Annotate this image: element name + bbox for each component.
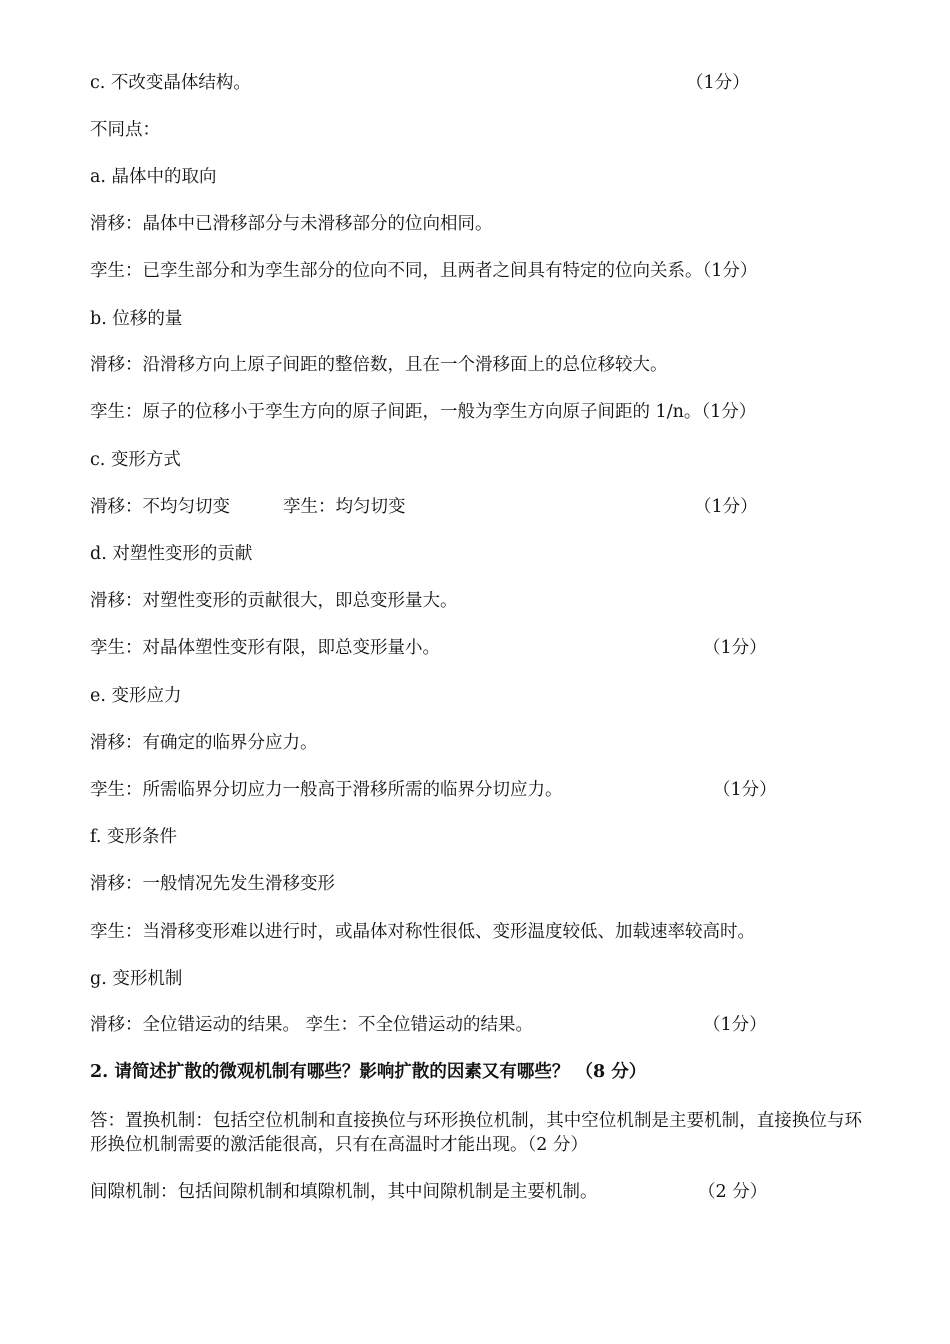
item-e-stress: e. 变形应力 (90, 686, 182, 706)
item-f-conditions: f. 变形条件 (90, 827, 177, 847)
item-a-orientation: a. 晶体中的取向 (90, 167, 217, 187)
line-mechanism: 滑移：全位错运动的结果。 孪生：不全位错运动的结果。 (90, 1015, 534, 1035)
score-mark: （1分） (686, 73, 750, 93)
line-slip-shear: 滑移：不均匀切变 (90, 497, 230, 517)
line-twin-contribution: 孪生：对晶体塑性变形有限，即总变形量小。 (90, 638, 440, 658)
score-mark: （1分） (703, 638, 767, 658)
answer-interstitial-mechanism: 间隙机制：包括间隙机制和填隙机制，其中间隙机制是主要机制。 (90, 1182, 598, 1202)
score-mark: （1分） (703, 1015, 767, 1035)
score-mark: （1分） (713, 780, 777, 800)
score-mark: （2 分） (698, 1182, 768, 1202)
line-slip-stress: 滑移：有确定的临界分应力。 (90, 733, 318, 753)
answer-substitution-mechanism: 答：置换机制：包括空位机制和直接换位与环形换位机制，其中空位机制是主要机制，直接换位与环形换位机制需要的激活能很高，只有在高温时才能出现。（2 分） (90, 1111, 862, 1155)
item-c-deformation-mode: c. 变形方式 (90, 450, 181, 470)
item-d-contribution: d. 对塑性变形的贡献 (90, 544, 253, 564)
item-b-displacement: b. 位移的量 (90, 309, 183, 329)
line-twin-shear: 孪生：均匀切变 (283, 497, 406, 517)
heading-differences: 不同点： (90, 120, 160, 140)
line-twin-displacement: 孪生：原子的位移小于孪生方向的原子间距，一般为孪生方向原子间距的 1/n。（1分） (90, 402, 757, 422)
line-slip-conditions: 滑移：一般情况先发生滑移变形 (90, 874, 335, 894)
question-2: 2. 请简述扩散的微观机制有哪些？影响扩散的因素又有哪些？ （8 分） (90, 1062, 647, 1082)
line-slip-orientation: 滑移：晶体中已滑移部分与未滑移部分的位向相同。 (90, 214, 493, 234)
line-slip-displacement: 滑移：沿滑移方向上原子间距的整倍数，且在一个滑移面上的总位移较大。 (90, 355, 668, 375)
line-c-crystal-structure: c. 不改变晶体结构。 (90, 73, 251, 93)
line-twin-conditions: 孪生：当滑移变形难以进行时，或晶体对称性很低、变形温度较低、加载速率较高时。 (90, 922, 755, 942)
line-twin-orientation: 孪生：已孪生部分和为孪生部分的位向不同，且两者之间具有特定的位向关系。（1分） (90, 261, 758, 281)
score-mark: （1分） (694, 497, 758, 517)
line-slip-contribution: 滑移：对塑性变形的贡献很大，即总变形量大。 (90, 591, 458, 611)
line-twin-stress: 孪生：所需临界分切应力一般高于滑移所需的临界分切应力。 (90, 780, 563, 800)
item-g-mechanism: g. 变形机制 (90, 969, 183, 989)
